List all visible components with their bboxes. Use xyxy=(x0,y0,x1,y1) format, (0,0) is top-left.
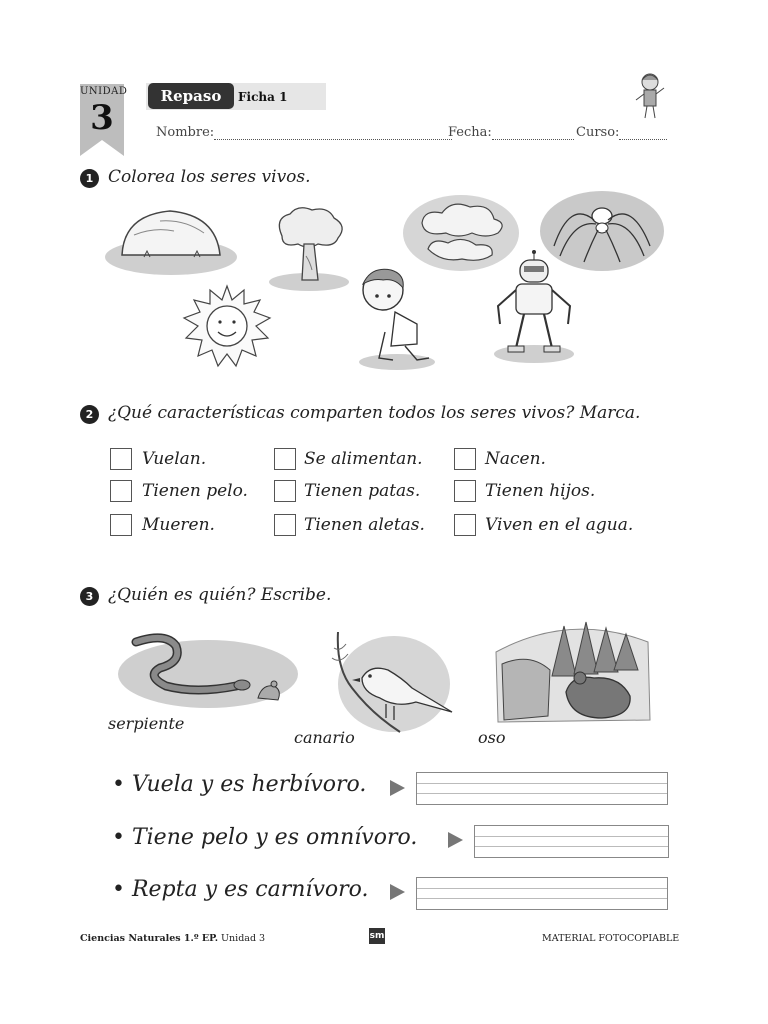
animal-name-oso: oso xyxy=(478,728,506,747)
checkbox-se-alimentan[interactable] xyxy=(274,448,296,470)
exercise-3-title: ¿Quién es quién? Escribe. xyxy=(108,585,332,605)
checkbox-nacen[interactable] xyxy=(454,448,476,470)
checkbox-mueren[interactable] xyxy=(110,514,132,536)
option-label: Tienen hijos. xyxy=(485,481,596,501)
snake-illustration xyxy=(116,628,298,712)
clue-sentence-3: • Repta y es carnívoro. xyxy=(112,877,369,902)
arrow-right-icon xyxy=(390,780,405,796)
options-grid xyxy=(110,448,670,548)
unit-label: UNIDAD xyxy=(80,86,128,97)
date-label: Fecha: xyxy=(448,125,492,140)
answer-field-1[interactable] xyxy=(416,772,668,805)
sun-illustration xyxy=(182,284,272,370)
option-label: Se alimentan. xyxy=(304,449,423,469)
footer-left xyxy=(80,933,265,944)
answer-field-3[interactable] xyxy=(416,877,668,910)
mascot-girl-icon xyxy=(632,70,668,122)
clue-sentence-2: • Tiene pelo y es omnívoro. xyxy=(112,825,418,850)
checkbox-tienen-aletas[interactable] xyxy=(274,514,296,536)
canary-illustration xyxy=(316,628,450,738)
publisher-logo: sm xyxy=(369,928,385,944)
date-field[interactable] xyxy=(448,125,574,140)
exercise-1-number: 1 xyxy=(80,169,99,188)
exercise-2-title: ¿Qué características comparten todos los seres vivos? Marca. xyxy=(108,403,641,423)
unit-tab-notch xyxy=(80,140,124,156)
checkbox-vuelan[interactable] xyxy=(110,448,132,470)
option-label: Mueren. xyxy=(142,515,215,535)
answer-field-2[interactable] xyxy=(474,825,669,858)
repaso-badge: Repaso xyxy=(148,83,234,109)
sheet-label: Ficha 1 xyxy=(238,90,288,104)
animal-name-canario: canario xyxy=(294,728,355,747)
rock-illustration xyxy=(104,205,238,277)
option-label: Viven en el agua. xyxy=(485,515,634,535)
name-field[interactable] xyxy=(156,125,452,140)
tree-illustration xyxy=(268,206,350,292)
footer-course: Ciencias Naturales 1.º EP. xyxy=(80,933,219,944)
bear-illustration xyxy=(490,612,654,724)
checkbox-tienen-pelo[interactable] xyxy=(110,480,132,502)
clue-sentence-1: • Vuela y es herbívoro. xyxy=(112,772,367,797)
unit-number: 3 xyxy=(90,98,114,138)
arrow-right-icon xyxy=(390,884,405,900)
footer-unit: Unidad 3 xyxy=(218,933,266,944)
exercise-3-number: 3 xyxy=(80,587,99,606)
footer-right: MATERIAL FOTOCOPIABLE xyxy=(542,933,680,944)
option-label: Tienen patas. xyxy=(304,481,421,501)
arrow-right-icon xyxy=(448,832,463,848)
checkbox-tienen-patas[interactable] xyxy=(274,480,296,502)
animal-name-serpiente: serpiente xyxy=(108,714,185,733)
option-label: Vuelan. xyxy=(142,449,207,469)
exercise-1-title: Colorea los seres vivos. xyxy=(108,167,311,187)
option-label: Nacen. xyxy=(485,449,546,469)
checkbox-tienen-hijos[interactable] xyxy=(454,480,476,502)
boy-illustration xyxy=(355,262,437,372)
checkbox-viven-en-el-agua[interactable] xyxy=(454,514,476,536)
exercise-2-number: 2 xyxy=(80,405,99,424)
name-label: Nombre: xyxy=(156,125,215,140)
option-label: Tienen pelo. xyxy=(142,481,248,501)
course-field[interactable] xyxy=(576,125,667,140)
course-label: Curso: xyxy=(576,125,620,140)
option-label: Tienen aletas. xyxy=(304,515,425,535)
robot-illustration xyxy=(488,250,580,366)
